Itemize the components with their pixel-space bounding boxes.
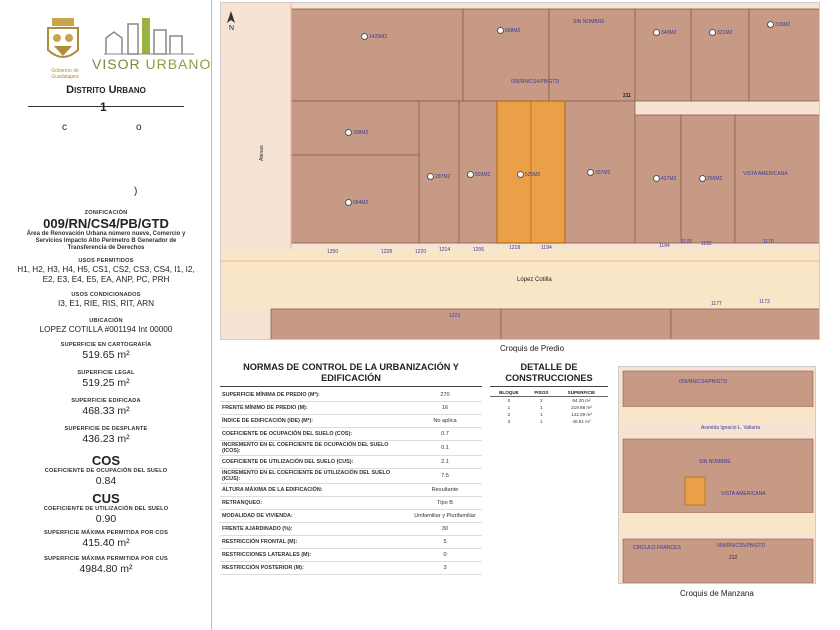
- construcciones-table: [490, 389, 608, 425]
- street-bottom-label: López Cotilla: [517, 277, 552, 283]
- address-number: 1182: [701, 241, 712, 247]
- address-number: 1184: [659, 243, 670, 249]
- manzana-street: Avenida Ignacio L. Vallarta: [701, 425, 761, 431]
- lot-label: 337M2: [587, 169, 610, 176]
- address-number: 1176: [681, 239, 692, 245]
- street-left-label: Atenas: [259, 145, 265, 161]
- sup-desplante-label: SUPERFICIE DE DESPLANTE: [64, 426, 148, 432]
- table-row: FRENTE MÍNIMO DE PREDIO (M): 16: [220, 402, 482, 415]
- ubicacion-value: LOPEZ COTILLA #001194 Int 00000: [39, 325, 173, 334]
- cos-title: COS: [91, 453, 121, 468]
- manzana-circulo: CIRCULO FRANCES: [633, 545, 681, 551]
- manzana-zone-label: 009/RN/CS4/PB/GTD: [679, 379, 728, 385]
- cus-title: CUS: [92, 491, 120, 506]
- usos-condicionados-label: USOS CONDICIONADOS: [71, 292, 141, 298]
- sup-max-cus-block: [0, 556, 212, 575]
- normas-title: NORMAS DE CONTROL DE LA URBANIZACIÓN Y EDIFICACIÓN: [220, 362, 482, 387]
- usos-condicionados-value: I3, E1, RIE, RIS, RIT, ARN: [57, 299, 154, 308]
- manzana-num: 212: [729, 555, 738, 561]
- manzana-zone-label-2: 009/RN/CS5/PB/GTD: [717, 543, 766, 549]
- sup-desplante-value: 436.23 m²: [82, 433, 130, 445]
- cus-block: [0, 492, 212, 525]
- sup-edificada-block: [0, 398, 212, 417]
- glyph-paren: ): [134, 186, 138, 197]
- table-row: 1 1 219.88 m²: [507, 405, 592, 410]
- ubicacion-block: [0, 318, 212, 335]
- detalle-table: [490, 362, 608, 462]
- zonificacion-label: ZONIFICACIÓN: [84, 210, 128, 216]
- ubicacion-label: UBICACIÓN: [89, 318, 123, 324]
- table-row: INCREMENTO EN EL COEFICIENTE DE UTILIZACIÓN DEL SUELO (ICUS): 7.5: [220, 469, 482, 484]
- sup-cartografia-value: 519.65 m²: [82, 349, 130, 361]
- predio-caption: Croquis de Predio: [500, 344, 565, 353]
- normas-table: [220, 362, 482, 602]
- sup-legal-label: SUPERFICIE LEGAL: [77, 370, 135, 376]
- lot-label: 256M2: [699, 175, 722, 182]
- predio-map[interactable]: [220, 2, 820, 340]
- normas-rows: [220, 389, 482, 575]
- sin-nombre-label: SIN NOMBRE: [573, 19, 605, 25]
- table-row: SUPERFICIE MÍNIMA DE PREDIO (M²): 270: [220, 389, 482, 402]
- visor-urbano-wordmark: VISOR URBANO: [92, 56, 212, 72]
- table-row: RESTRICCIONES LATERALES (M): 0: [220, 549, 482, 562]
- lot-label: 503M2: [467, 171, 490, 178]
- zone-label: 009/RN/CS4/PB/GTD: [511, 79, 560, 85]
- sup-edificada-value: 468.33 m²: [82, 405, 130, 417]
- sup-max-cos-value: 415.40 m²: [82, 537, 130, 549]
- manzana-map-drawing: [619, 367, 816, 584]
- detalle-title: DETALLE DE CONSTRUCCIONES: [490, 362, 608, 387]
- sup-cartografia-block: [0, 342, 212, 361]
- address-number: 1177: [711, 301, 722, 307]
- cos-block: [0, 454, 212, 487]
- lot-label: 1425M2: [361, 33, 387, 40]
- sup-max-cos-label: SUPERFICIE MÁXIMA PERMITIDA POR COS: [43, 530, 169, 536]
- lot-label: 338M2: [345, 129, 368, 136]
- sup-cartografia-label: SUPERFICIE EN CARTOGRAFÍA: [60, 342, 152, 348]
- address-number: 211: [623, 93, 632, 99]
- table-row: 0 2 64.20 m²: [507, 398, 591, 403]
- usos-permitidos-label: USOS PERMITIDOS: [78, 258, 134, 264]
- address-number: 1250: [327, 249, 339, 255]
- district-number: 1: [100, 100, 107, 114]
- address-number: 1214: [439, 247, 451, 253]
- vista-label: VISTA AMERICANA: [743, 171, 788, 177]
- table-row: RESTRICCIÓN POSTERIOR (M): 3: [220, 562, 482, 575]
- table-row: FRENTE AJARDINADO (%): 30: [220, 523, 482, 536]
- address-number: 1220: [415, 249, 427, 255]
- cos-value: 0.84: [95, 475, 117, 487]
- table-row: ALTURA MÁXIMA DE LA EDIFICACIÓN: Resultante: [220, 484, 482, 497]
- sup-desplante-block: [0, 426, 212, 445]
- zonificacion-desc: Área de Renovación Urbana número nueve, Comercio y Servicios Impacto Alto Perímetro B Generador de Transferencia de Derechos: [26, 231, 186, 251]
- address-number: 1228: [381, 249, 393, 255]
- info-panel: [0, 0, 212, 630]
- table-row: 2 1 142.39 m²: [507, 412, 592, 417]
- usos-permitidos-block: [0, 258, 212, 285]
- address-number: 1194: [541, 245, 552, 251]
- table-row: 3 1 40.91 m²: [507, 419, 591, 424]
- lot-label: 321M2: [709, 29, 732, 36]
- lot-label: 427M2: [653, 175, 676, 182]
- logo-area: [38, 12, 212, 82]
- manzana-map[interactable]: [618, 366, 816, 584]
- table-row: RETRANQUEO: Tipo B: [220, 497, 482, 510]
- usos-condicionados-block: [0, 292, 212, 309]
- zonificacion-value: 009/RN/CS4/PB/GTD: [43, 216, 169, 231]
- selected-lot-label: 520M2: [517, 171, 540, 178]
- glyph-c: c: [62, 122, 67, 133]
- column-header: PISOS: [528, 389, 555, 397]
- seal-caption: Gobierno de Guadalajara: [51, 68, 79, 80]
- table-row: COEFICIENTE DE OCUPACIÓN DEL SUELO (COS): 0.7: [220, 428, 482, 441]
- zonificacion-block: [0, 210, 212, 252]
- address-number: 1170: [763, 239, 774, 245]
- table-row: INCREMENTO EN EL COEFICIENTE DE OCUPACIÓN DEL SUELO (ICOS): 0.1: [220, 441, 482, 456]
- table-row: RESTRICCIÓN FRONTAL (M): 5: [220, 536, 482, 549]
- table-row: ÍNDICE DE EDIFICACIÓN (IDE) (M²): No aplica: [220, 415, 482, 428]
- cus-value: 0.90: [95, 513, 117, 525]
- address-number: 1223: [449, 313, 461, 319]
- lot-label: 340M2: [653, 29, 676, 36]
- lot-label: 297M2: [427, 173, 450, 180]
- city-skyline-icon: [104, 16, 194, 56]
- table-row: MODALIDAD DE VIVIENDA: Unifamiliar y Plurifamiliar: [220, 510, 482, 523]
- table-row: COEFICIENTE DE UTILIZACIÓN DEL SUELO (CUS): 2.1: [220, 456, 482, 469]
- lot-label: 316M2: [767, 21, 790, 28]
- manzana-vista: VISTA AMERICANA: [721, 491, 766, 497]
- lot-label: 698M2: [497, 27, 520, 34]
- guadalajara-seal-logo: [42, 14, 84, 70]
- cus-label: COEFICIENTE DE UTILIZACIÓN DEL SUELO: [43, 506, 169, 512]
- sup-legal-block: [0, 370, 212, 389]
- column-header: SUPERFICIE: [555, 389, 608, 397]
- manzana-caption: Croquis de Manzana: [680, 589, 754, 598]
- address-number: 1218: [509, 245, 521, 251]
- address-number: 1173: [759, 299, 770, 305]
- sup-edificada-label: SUPERFICIE EDIFICADA: [71, 398, 141, 404]
- district-title: Distrito Urbano: [66, 84, 146, 96]
- usos-permitidos-value: H1, H2, H3, H4, H5, CS1, CS2, CS3, CS4, I1, I2, E2, E3, E4, E5, EA, ANP, PC, PRH: [17, 265, 195, 284]
- sup-max-cus-value: 4984.80 m²: [79, 563, 133, 575]
- address-number: 1206: [473, 247, 485, 253]
- column-header: BLOQUE: [490, 389, 528, 397]
- cos-label: COEFICIENTE DE OCUPACIÓN DEL SUELO: [44, 468, 168, 474]
- sup-legal-value: 519.25 m²: [82, 377, 130, 389]
- glyph-o: o: [136, 122, 142, 133]
- manzana-sin-nombre: SIN NOMBRE: [699, 459, 731, 465]
- north-label: N: [229, 25, 235, 32]
- sup-max-cos-block: [0, 530, 212, 549]
- lot-label: 664M2: [345, 199, 368, 206]
- sup-max-cus-label: SUPERFICIE MÁXIMA PERMITIDA POR CUS: [44, 556, 168, 562]
